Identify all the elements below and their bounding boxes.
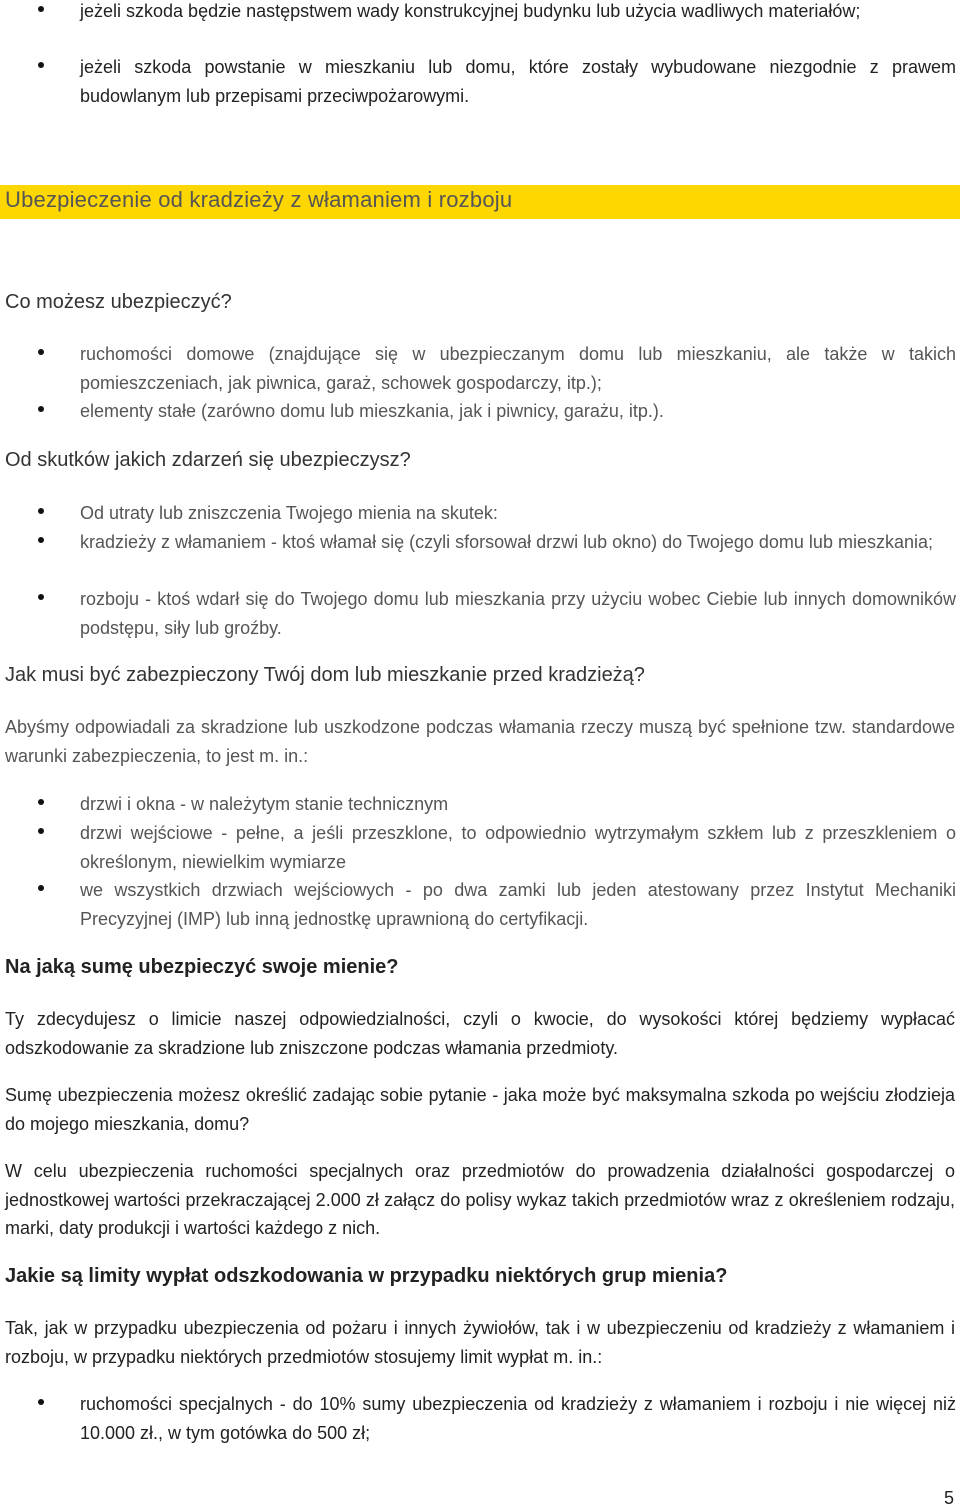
bullet-icon bbox=[38, 406, 44, 412]
list-item-text: drzwi wejściowe - pełne, a jeśli przeszklone, to odpowiednio wytrzymałym szkłem lub z przeszkleniem o określonym, niewielkim wymiarze bbox=[80, 823, 956, 872]
list-item bbox=[0, 585, 956, 642]
bullet-icon bbox=[38, 62, 44, 68]
list-item bbox=[0, 397, 956, 426]
paragraph: Tak, jak w przypadku ubezpieczenia od pożaru i innych żywiołów, tak i w ubezpieczeniu od kradzieży z włamaniem i rozboju, w przypadku niektórych przedmiotów stosujemy limit wypłat m. in.: bbox=[5, 1318, 955, 1367]
list-item-text: ruchomości specjalnych - do 10% sumy ubezpieczenia od kradzieży z włamaniem i rozboju i nie więcej niż 10.000 zł., w tym gotówka do 500 zł; bbox=[80, 1394, 956, 1443]
list-item-text: we wszystkich drzwiach wejściowych - po dwa zamki lub jeden atestowany przez Instytut Mechaniki Precyzyjnej (IMP) lub inną jednostkę uprawnioną do certyfikacji. bbox=[80, 880, 956, 929]
paragraph: Ty zdecydujesz o limicie naszej odpowiedzialności, czyli o kwocie, do wysokości której będziemy wypłacać odszkodowanie za skradzione lub zniszczone podczas włamania przedmioty. bbox=[5, 1009, 955, 1058]
bullet-icon bbox=[38, 537, 44, 543]
paragraph: Sumę ubezpieczenia możesz określić zadając sobie pytanie - jaka może być maksymalna szkoda po wejściu złodzieja do mojego mieszkania, domu? bbox=[5, 1085, 955, 1134]
list-item bbox=[0, 499, 956, 528]
heading-what-to-insure: Co możesz ubezpieczyć? bbox=[5, 291, 232, 313]
section-title-bar bbox=[0, 185, 960, 219]
list-item bbox=[0, 53, 956, 110]
list-item bbox=[0, 0, 956, 26]
section-title: Ubezpieczenie od kradzieży z włamaniem i rozboju bbox=[5, 187, 513, 212]
list-item-text: Od utraty lub zniszczenia Twojego mienia na skutek: bbox=[80, 503, 498, 523]
bullet-icon bbox=[38, 349, 44, 355]
bullet-icon bbox=[38, 508, 44, 514]
bullet-icon bbox=[38, 1399, 44, 1405]
list-item bbox=[0, 1390, 956, 1447]
bullet-icon bbox=[38, 828, 44, 834]
bullet-icon bbox=[38, 594, 44, 600]
list-item bbox=[0, 528, 956, 557]
list-item-text: rozboju - ktoś wdarł się do Twojego domu lub mieszkania przy użyciu wobec Ciebie lub innych domowników podstępu, siły lub groźby. bbox=[80, 589, 956, 638]
bullet-icon bbox=[38, 6, 44, 12]
list-item bbox=[0, 790, 956, 819]
list-item-text: ruchomości domowe (znajdujące się w ubezpieczanym domu lub mieszkaniu, ale także w takich pomieszczeniach, jak piwnica, garaż, schowek gospodarczy, itp.); bbox=[80, 344, 956, 393]
list-item bbox=[0, 876, 956, 933]
paragraph: W celu ubezpieczenia ruchomości specjalnych oraz przedmiotów do prowadzenia działalności gospodarczej o jednostkowej wartości przekraczającej 2.000 zł załącz do polisy wykaz takich przedmiotów wraz z określeniem rodzaju, marki, daty produkcji i wartości każdego z nich. bbox=[5, 1161, 955, 1238]
bullet-icon bbox=[38, 799, 44, 805]
list-item-text: drzwi i okna - w należytym stanie technicznym bbox=[80, 794, 449, 814]
heading-sum-insured: Na jaką sumę ubezpieczyć swoje mienie? bbox=[5, 956, 399, 978]
heading-payout-limits: Jakie są limity wypłat odszkodowania w przypadku niektórych grup mienia? bbox=[5, 1265, 728, 1287]
paragraph: Abyśmy odpowiadali za skradzione lub uszkodzone podczas włamania rzeczy muszą być spełnione tzw. standardowe warunki zabezpieczenia, to jest m. in.: bbox=[5, 717, 955, 766]
heading-events: Od skutków jakich zdarzeń się ubezpieczysz? bbox=[5, 449, 411, 471]
list-item bbox=[0, 340, 956, 397]
page-number: 5 bbox=[943, 1488, 954, 1508]
heading-security: Jak musi być zabezpieczony Twój dom lub mieszkanie przed kradzieżą? bbox=[5, 664, 645, 686]
bullet-icon bbox=[38, 885, 44, 891]
list-item-text: kradzieży z włamaniem - ktoś włamał się (czyli sforsował drzwi lub okno) do Twojego domu lub mieszkania; bbox=[80, 532, 933, 552]
list-item bbox=[0, 819, 956, 876]
list-item-text: jeżeli szkoda powstanie w mieszkaniu lub domu, które zostały wybudowane niezgodnie z prawem budowlanym lub przepisami przeciwpożarowymi. bbox=[80, 57, 956, 106]
list-item-text: elementy stałe (zarówno domu lub mieszkania, jak i piwnicy, garażu, itp.). bbox=[80, 401, 664, 421]
list-item-text: jeżeli szkoda będzie następstwem wady konstrukcyjnej budynku lub użycia wadliwych materiałów; bbox=[80, 1, 861, 21]
